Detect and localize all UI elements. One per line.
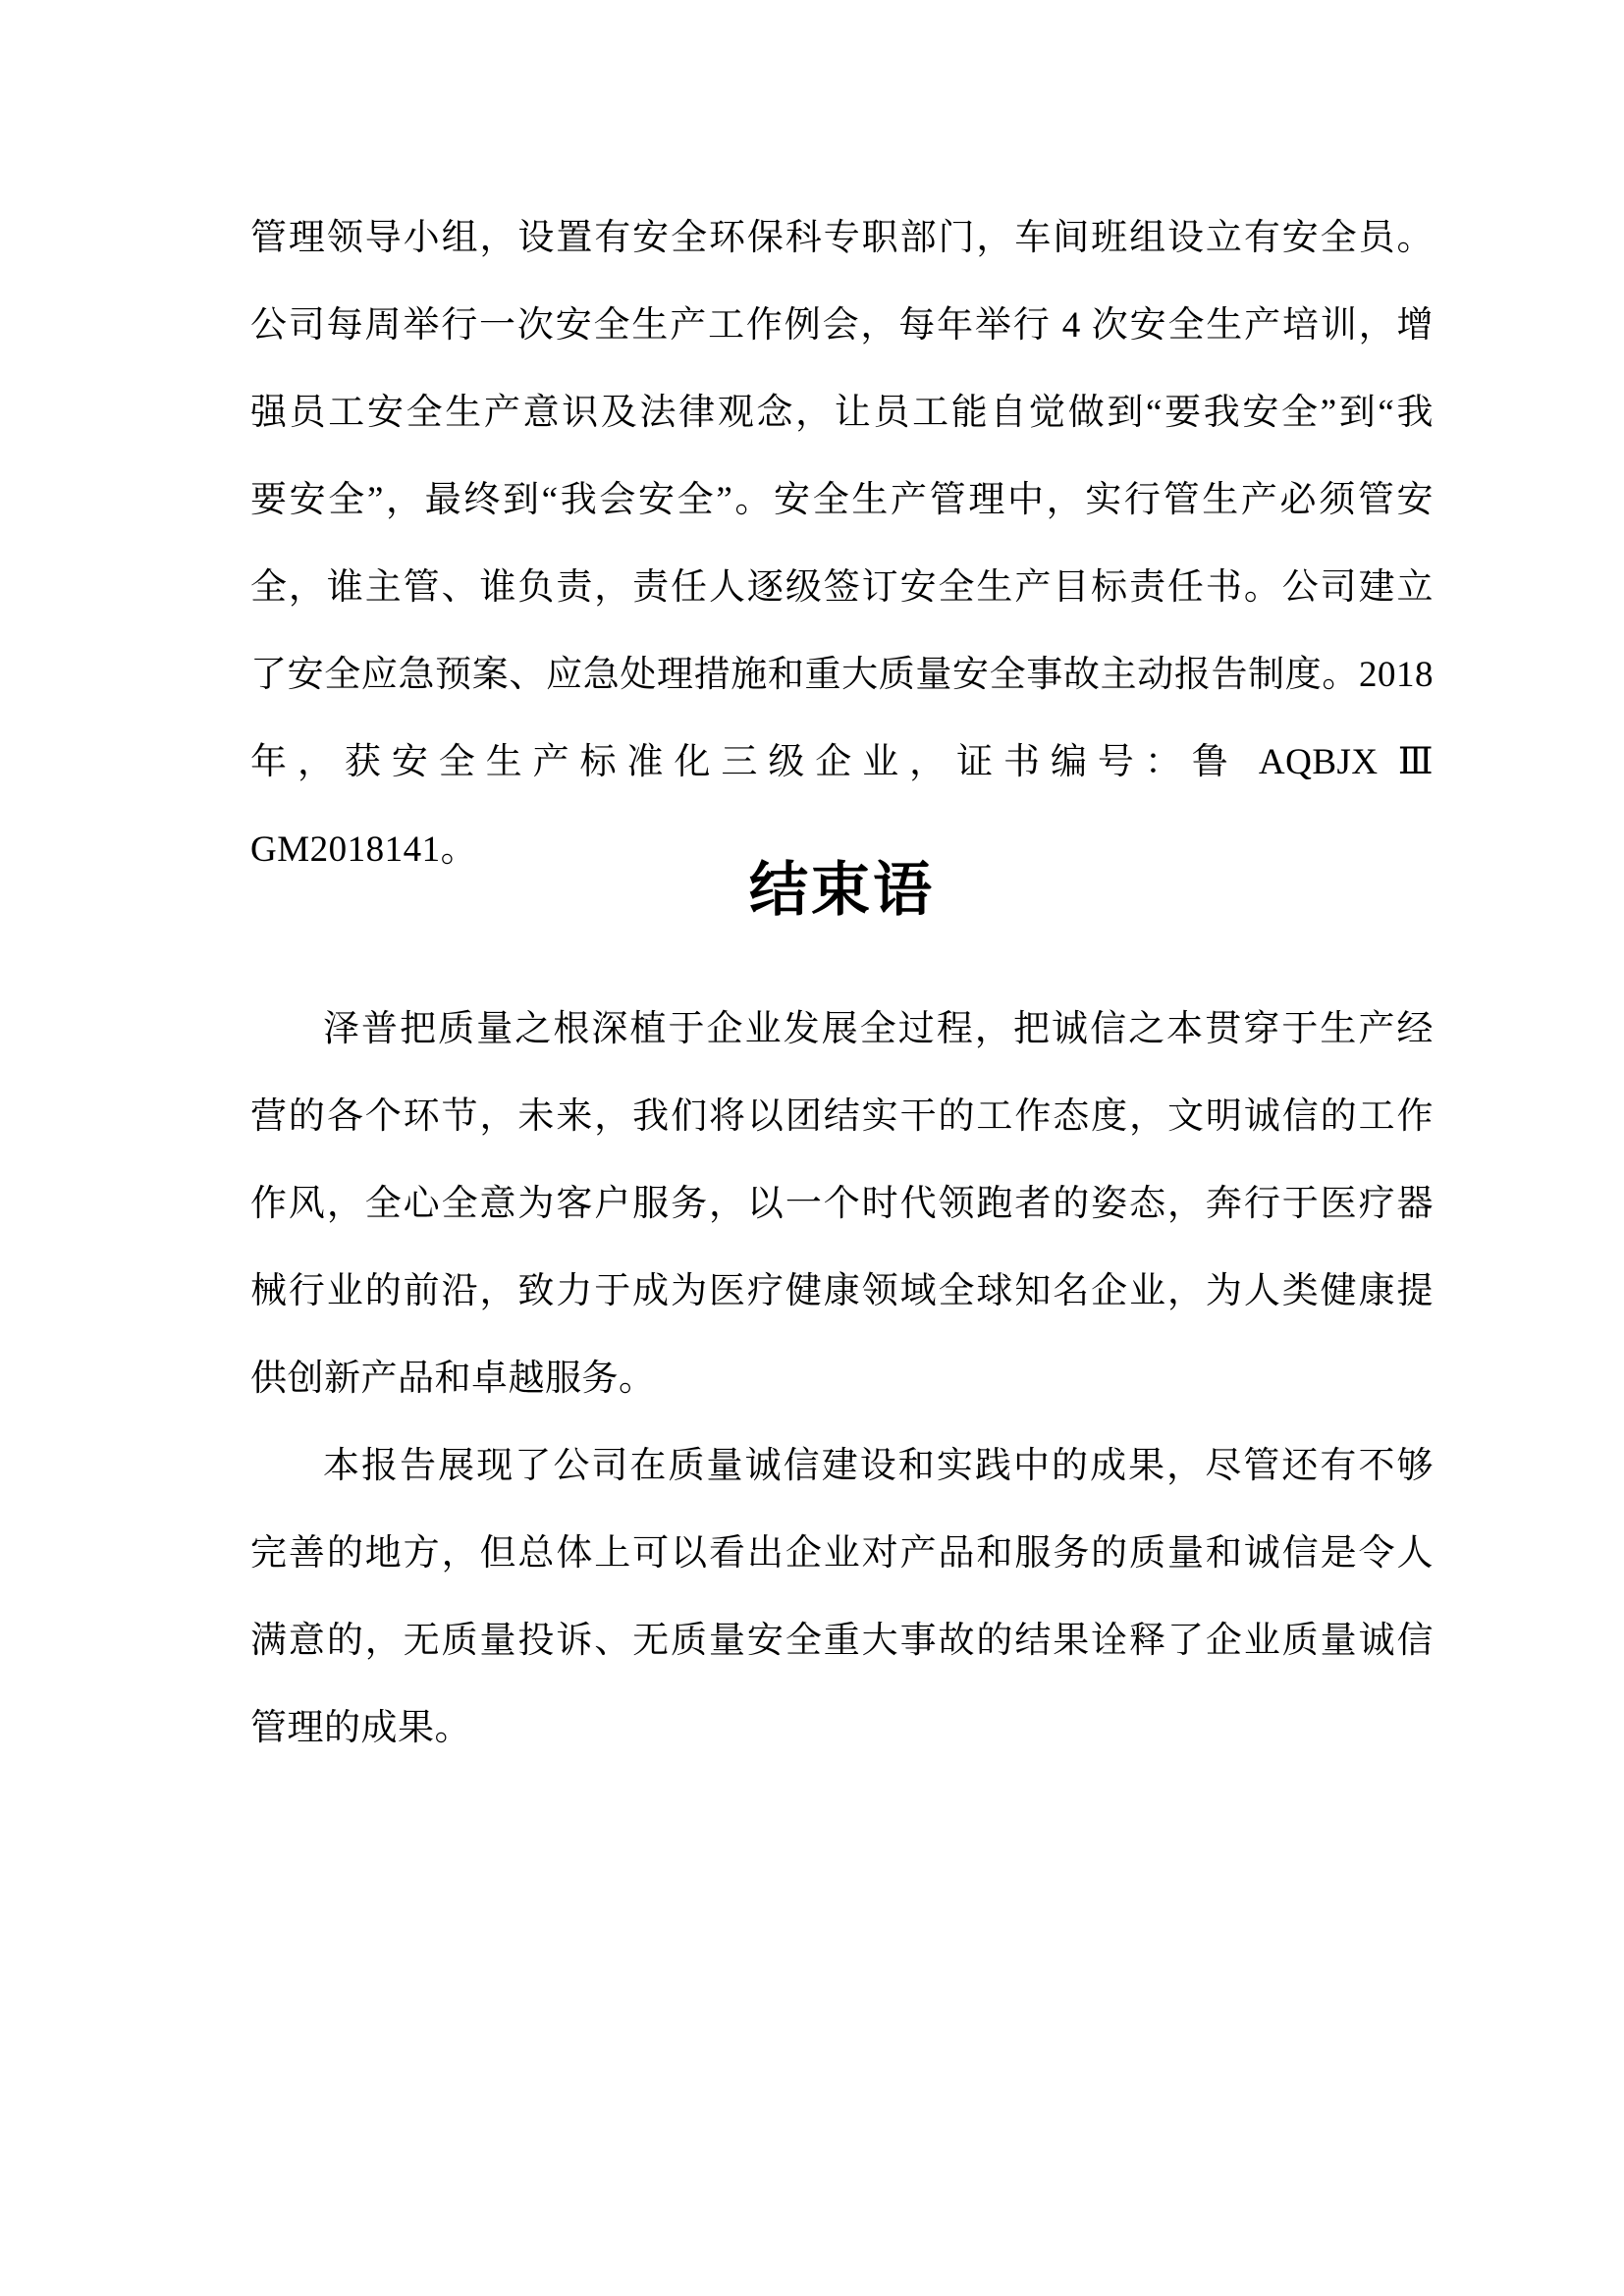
document-content [250,194,1434,1772]
body-text-line: 全，谁主管、谁负责，责任人逐级签订安全生产目标责任书。公司建立 [250,567,1434,608]
body-text-line: 管理的成果。 [250,1708,471,1748]
body-text-line: 本报告展现了公司在质量诚信建设和实践中的成果，尽管还有不够 [323,1446,1434,1486]
body-text-line: 供创新产品和卓越服务。 [250,1359,656,1399]
section-heading-conclusion: 结束语 [749,858,935,923]
body-text-line: 要安全”，最终到“我会安全”。安全生产管理中，实行管生产必须管安 [250,480,1434,520]
body-text-line: 年，获安全生产标准化三级企业，证书编号：鲁 AQBJX Ⅲ GM2018141。 [250,742,1434,870]
body-text-line: 管理领导小组，设置有安全环保科专职部门，车间班组设立有安全员。 [250,218,1434,258]
paragraph-safety-management [250,194,1434,870]
body-text-line: 了安全应急预案、应急处理措施和重大质量安全事故主动报告制度。2018 [250,655,1434,695]
body-text-line: 营的各个环节，未来，我们将以团结实干的工作态度，文明诚信的工作 [250,1096,1434,1137]
body-text-line: 公司每周举行一次安全生产工作例会，每年举行 4 次安全生产培训，增 [250,305,1434,346]
body-text-line: 满意的，无质量投诉、无质量安全重大事故的结果诠释了企业质量诚信 [250,1621,1434,1661]
paragraph-conclusion-summary [250,1422,1434,1772]
body-text-line: 强员工安全生产意识及法律观念，让员工能自觉做到“要我安全”到“我 [250,393,1434,433]
body-text-line: 泽普把质量之根深植于企业发展全过程，把诚信之本贯穿于生产经 [323,1009,1434,1049]
body-text-line: 械行业的前沿，致力于成为医疗健康领域全球知名企业，为人类健康提 [250,1271,1434,1311]
paragraph-conclusion-vision [250,986,1434,1422]
body-text-line: 完善的地方，但总体上可以看出企业对产品和服务的质量和诚信是令人 [250,1533,1434,1574]
body-text-line: 作风，全心全意为客户服务，以一个时代领跑者的姿态，奔行于医疗器 [250,1184,1434,1224]
